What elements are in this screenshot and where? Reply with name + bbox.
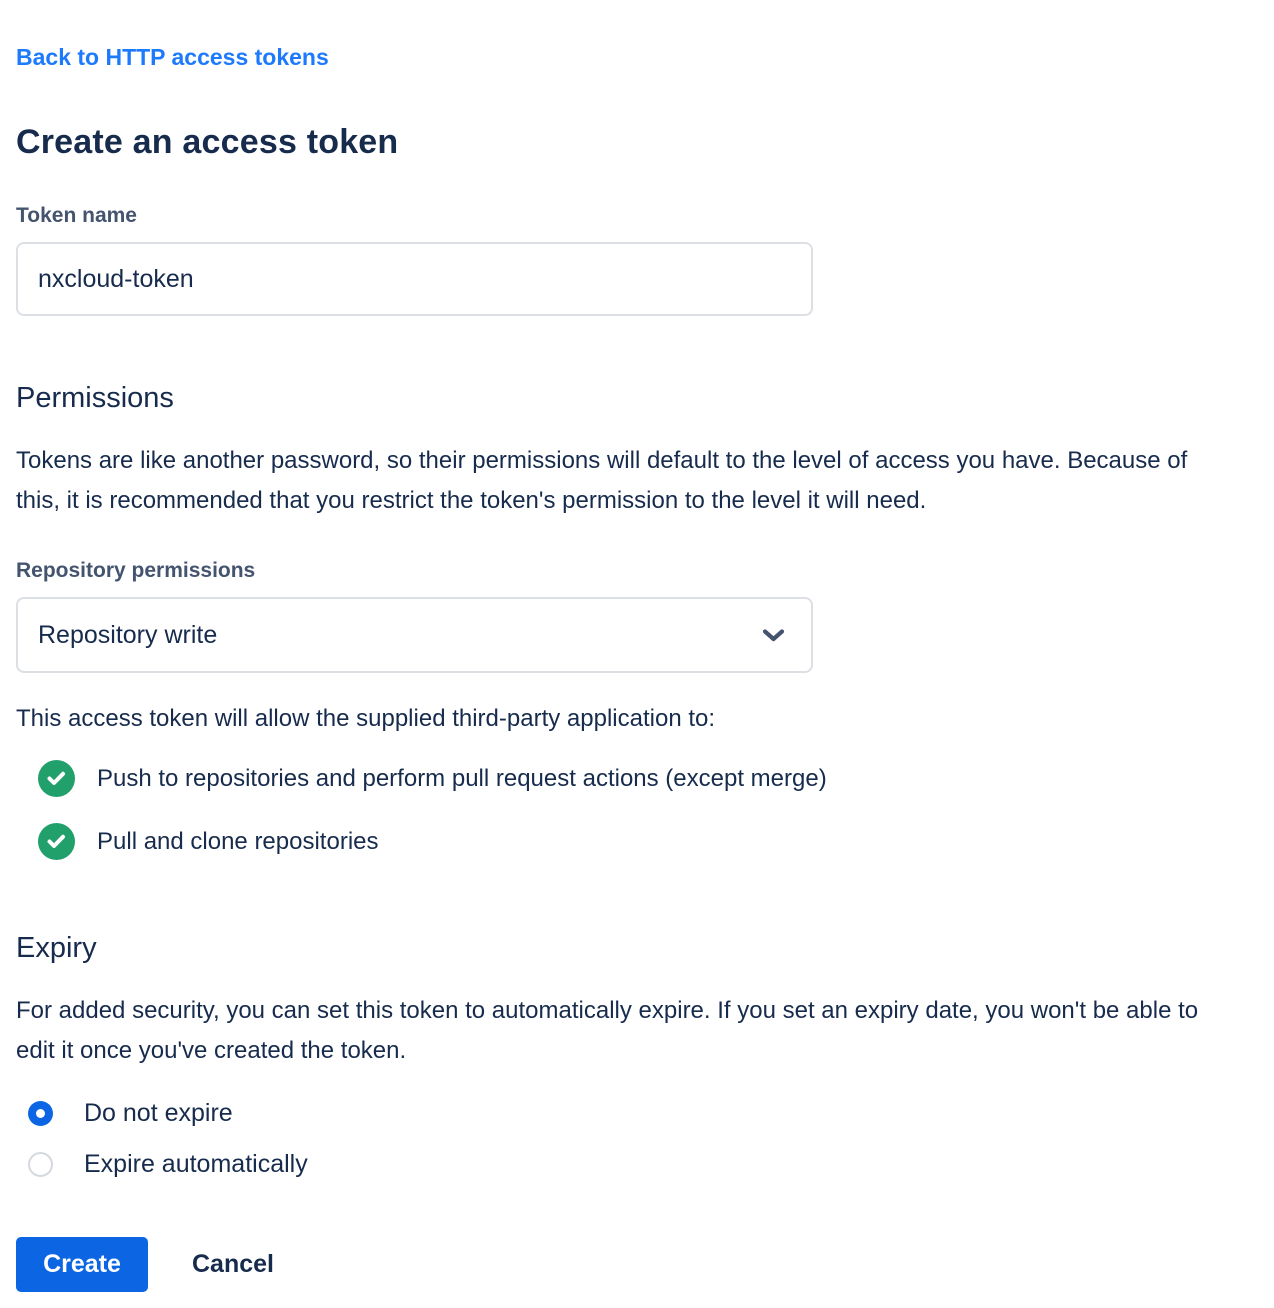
radio-button-icon[interactable] [28, 1101, 53, 1126]
allow-intro-text: This access token will allow the supplied third-party application to: [16, 705, 716, 732]
check-circle-icon [38, 823, 75, 860]
radio-do-not-expire-label[interactable]: Do not expire [84, 1099, 233, 1127]
radio-expire-automatically-label[interactable]: Expire automatically [84, 1150, 308, 1178]
back-to-http-access-tokens-link[interactable]: Back to HTTP access tokens [16, 44, 329, 70]
chevron-down-icon [762, 628, 785, 643]
expiry-heading: Expiry [16, 932, 97, 964]
cancel-button[interactable]: Cancel [192, 1250, 274, 1278]
allow-item [38, 823, 1224, 860]
form-actions [16, 1237, 1224, 1292]
radio-button-icon[interactable] [28, 1152, 53, 1177]
allow-item [38, 760, 1224, 797]
check-circle-icon [38, 760, 75, 797]
expiry-description: For added security, you can set this token to automatically expire. If you set an expiry date, you won't be able to edit it once you've created the token. [16, 997, 1199, 1064]
radio-expire-automatically[interactable] [28, 1150, 1224, 1179]
repository-permissions-select[interactable] [16, 597, 813, 673]
page-title: Create an access token [16, 123, 399, 161]
token-name-label: Token name [16, 204, 137, 227]
permissions-description: Tokens are like another password, so their permissions will default to the level of access you have. Because of this, it is recommended that you restrict the token's permission to the level it will need. [16, 447, 1188, 514]
allow-item-text: Push to repositories and perform pull request actions (except merge) [97, 764, 827, 792]
repository-permissions-selected-value: Repository write [38, 620, 218, 649]
permissions-heading: Permissions [16, 382, 174, 414]
token-name-input[interactable] [16, 242, 813, 316]
repository-permissions-label: Repository permissions [16, 559, 256, 582]
radio-do-not-expire[interactable] [28, 1099, 1224, 1128]
create-button[interactable]: Create [16, 1237, 148, 1292]
allow-item-text: Pull and clone repositories [97, 827, 379, 855]
